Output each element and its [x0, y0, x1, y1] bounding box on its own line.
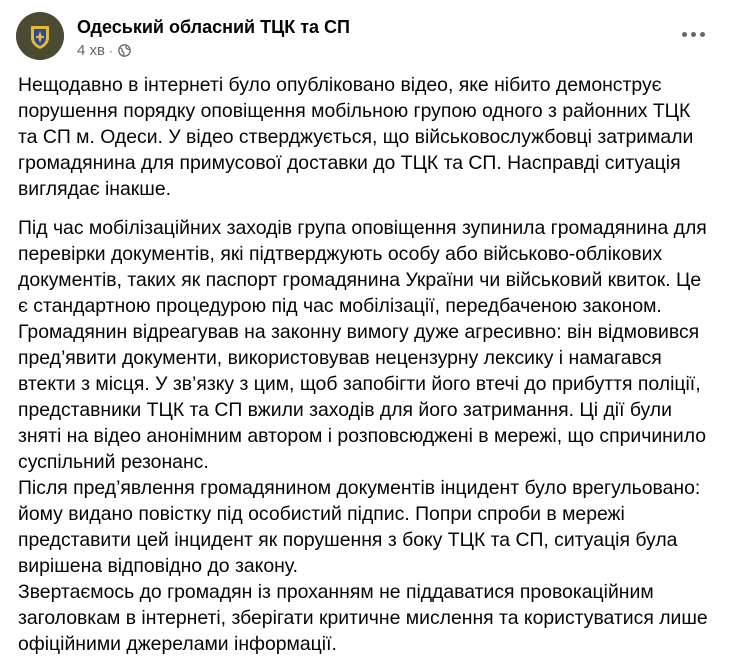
avatar[interactable]	[16, 12, 64, 60]
post-header	[16, 12, 715, 60]
post-time[interactable]: 4 хв	[77, 42, 105, 59]
tck-emblem-icon	[16, 12, 64, 60]
more-dots-icon	[682, 32, 687, 37]
post-body	[18, 72, 708, 657]
post-paragraph: Звертаємось до громадян із проханням не піддаватися провокаційним заголовкам в інтернеті, зберігати критичне мислення та користуватися лише офіційними джерелами інформації.	[18, 581, 708, 655]
meta-separator: ·	[108, 43, 113, 58]
more-options-button[interactable]	[675, 20, 711, 48]
globe-icon[interactable]	[118, 44, 131, 57]
post-meta	[77, 42, 131, 59]
more-dots-icon	[700, 32, 705, 37]
post-paragraph: Під час мобілізаційних заходів група оповіщення зупинила громадянина для перевірки документів, які підтверджують особу або військово-облікових документів, таких як паспорт громадянина України чи військовий квиток. Це є стандартною процедурою під час мобілізації, передбаченою законом. Громадянин відреагував на законну вимогу дуже агресивно: він відмовився пред’явити документи, використовував нецензурну лексику і намагався втекти з місця. У зв’язку з цим, щоб запобігти його втечі до прибуття поліції, представники ТЦК та СП вжили заходів для його затримання. Ці дії були зняті на відео анонімним автором і розповсюджені в мережі, що спричинило суспільний резонанс.	[18, 217, 707, 473]
post-paragraph: Після пред’явлення громадянином документів інцидент було врегульовано: йому видано повістку під особистий підпис. Попри спроби в мережі представити цей інцидент як порушення з боку ТЦК та СП, ситуація була вирішена відповідно до закону.	[18, 477, 701, 577]
author-name[interactable]: Одеський обласний ТЦК та СП	[77, 17, 350, 37]
more-dots-icon	[691, 32, 696, 37]
post-paragraph: Нещодавно в інтернеті було опубліковано відео, яке нібито демонструє порушення порядку оповіщення мобільною групою одного з районних ТЦК та СП м. Одеси. У відео стверджується, що військовослужбовці затримали громадянина для примусової доставки до ТЦК та СП. Насправді ситуація виглядає інакше.	[18, 74, 694, 200]
